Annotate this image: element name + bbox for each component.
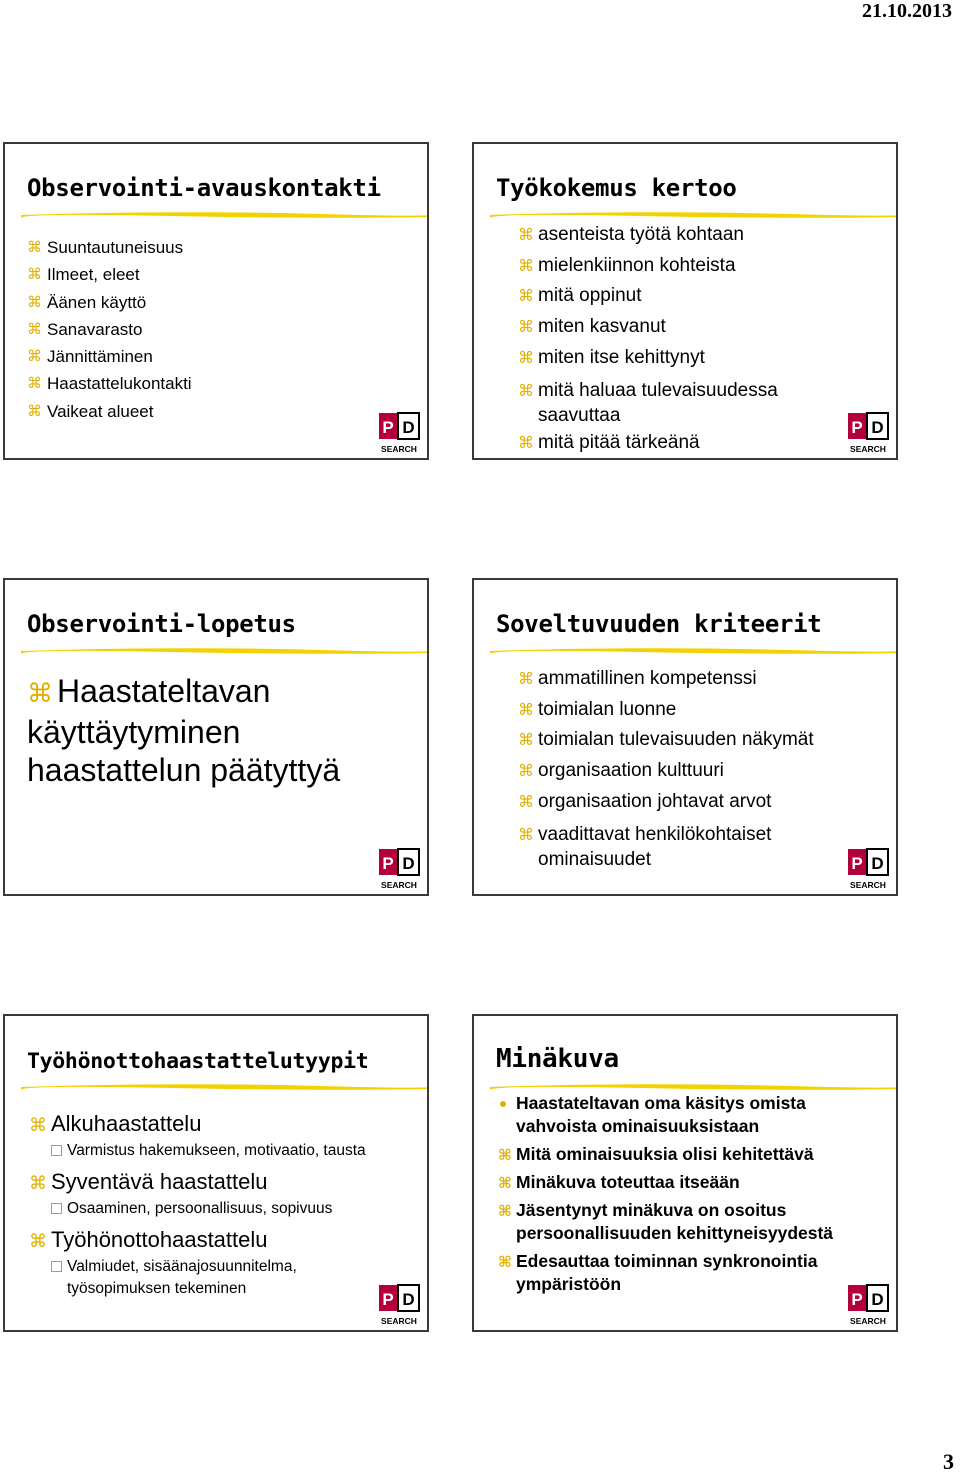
slide-3 xyxy=(3,578,429,896)
bullet-list xyxy=(27,234,192,425)
title-underline xyxy=(21,644,429,656)
list-item: ⌘ Äänen käyttö xyxy=(27,289,192,316)
title-underline xyxy=(21,208,429,220)
bullet-list xyxy=(29,1108,366,1304)
z-bullet-icon: ⌘ xyxy=(518,347,534,367)
title-underline xyxy=(490,1080,898,1092)
pd-search-logo xyxy=(844,1283,892,1327)
dot-bullet-icon xyxy=(500,1101,506,1107)
z-bullet-icon: ⌘ xyxy=(29,1231,47,1252)
slide-2 xyxy=(472,142,898,460)
sub-list-item: Varmistus hakemukseen, motivaatio, tausta xyxy=(29,1140,366,1162)
sub-list-item: Valmiudet, sisäänajosuunnitelma, työsopimuksen tekeminen xyxy=(29,1256,327,1300)
list-item: ⌘ ammatillinen kompetenssi xyxy=(518,664,838,695)
list-item: Haastateltavan oma käsitys omista vahvoista ominaisuuksistaan xyxy=(498,1092,866,1138)
list-item: ⌘ organisaation johtavat arvot xyxy=(518,787,838,818)
z-bullet-icon: ⌘ xyxy=(498,1253,512,1271)
svg-text:SEARCH: SEARCH xyxy=(381,880,417,890)
pd-search-logo xyxy=(844,847,892,891)
svg-text:D: D xyxy=(402,1290,415,1309)
z-bullet-icon: ⌘ xyxy=(518,286,534,306)
svg-text:D: D xyxy=(402,854,415,873)
z-bullet-icon: ⌘ xyxy=(27,238,42,256)
slide-title: Soveltuvuuden kriteerit xyxy=(496,610,822,638)
list-item: ⌘ Suuntautuneisuus xyxy=(27,234,192,261)
slide-title: Observointi-lopetus xyxy=(27,610,296,638)
pd-search-logo xyxy=(844,411,892,455)
slide-1 xyxy=(3,142,429,460)
svg-text:P: P xyxy=(382,1290,394,1309)
page-date: 21.10.2013 xyxy=(862,0,952,22)
list-item: ⌘ Jännittäminen xyxy=(27,343,192,370)
checkbox-bullet-icon xyxy=(51,1203,62,1214)
svg-text:P: P xyxy=(382,418,394,437)
list-item: ⌘ toimialan tulevaisuuden näkymät xyxy=(518,725,838,756)
z-bullet-icon: ⌘ xyxy=(518,824,534,844)
list-item: ⌘ Työhönottohaastattelu xyxy=(29,1224,366,1256)
z-bullet-icon: ⌘ xyxy=(29,1173,47,1194)
title-underline xyxy=(490,644,898,656)
list-item: ⌘ Vaikeat alueet xyxy=(27,398,192,425)
z-bullet-icon: ⌘ xyxy=(27,319,42,338)
list-item: ⌘ Sanavarasto xyxy=(27,316,192,343)
svg-text:D: D xyxy=(871,854,884,873)
z-bullet-icon: ⌘ xyxy=(27,265,42,284)
z-bullet-icon: ⌘ xyxy=(498,1174,512,1192)
list-item: ⌘ mielenkiinnon kohteista xyxy=(518,251,838,282)
page-number: 3 xyxy=(943,1449,954,1474)
slide-4 xyxy=(472,578,898,896)
list-item: ⌘ Alkuhaastattelu xyxy=(29,1108,366,1140)
z-bullet-icon: ⌘ xyxy=(27,401,42,420)
list-item: ⌘ miten kasvanut xyxy=(518,312,838,343)
z-bullet-icon: ⌘ xyxy=(27,679,53,709)
z-bullet-icon: ⌘ xyxy=(518,791,534,811)
z-bullet-icon: ⌘ xyxy=(518,255,534,275)
svg-text:D: D xyxy=(871,418,884,437)
slide-6 xyxy=(472,1014,898,1332)
list-item: ⌘ Mitä ominaisuuksia olisi kehitettävä xyxy=(498,1143,886,1166)
bullet-list xyxy=(498,1092,886,1301)
list-item: ⌘ Jäsentynyt minäkuva on osoitus persoonallisuuden kehittyneisyydestä xyxy=(498,1200,834,1243)
slide-5 xyxy=(3,1014,429,1332)
svg-text:SEARCH: SEARCH xyxy=(850,880,886,890)
svg-text:SEARCH: SEARCH xyxy=(381,444,417,454)
svg-text:SEARCH: SEARCH xyxy=(850,444,886,454)
checkbox-bullet-icon xyxy=(51,1261,62,1272)
list-item: ⌘ toimialan luonne xyxy=(518,695,838,726)
list-item: ⌘ mitä haluaa tulevaisuudessa saavuttaa xyxy=(518,379,778,426)
bullet-list xyxy=(518,664,838,872)
svg-text:SEARCH: SEARCH xyxy=(381,1316,417,1326)
sub-list-item: Osaaminen, persoonallisuus, sopivuus xyxy=(29,1198,366,1220)
svg-text:D: D xyxy=(871,1290,884,1309)
svg-text:P: P xyxy=(851,854,863,873)
slide-title: Työhönottohaastattelutyypit xyxy=(27,1049,369,1074)
list-item: ⌘ asenteista työtä kohtaan xyxy=(518,220,838,251)
list-item: ⌘ Ilmeet, eleet xyxy=(27,261,192,288)
svg-text:SEARCH: SEARCH xyxy=(850,1316,886,1326)
checkbox-bullet-icon xyxy=(51,1145,62,1156)
list-item: ⌘ Syventävä haastattelu xyxy=(29,1166,366,1198)
list-item: ⌘ organisaation kulttuuri xyxy=(518,756,838,787)
list-item: ⌘ mitä oppinut xyxy=(518,281,838,312)
z-bullet-icon: ⌘ xyxy=(518,669,534,688)
list-item: ⌘ Haastateltavan käyttäytyminen haastattelun päätyttyä xyxy=(27,673,341,788)
z-bullet-icon: ⌘ xyxy=(29,1115,47,1136)
svg-text:D: D xyxy=(402,418,415,437)
z-bullet-icon: ⌘ xyxy=(27,374,42,393)
z-bullet-icon: ⌘ xyxy=(27,292,42,311)
z-bullet-icon: ⌘ xyxy=(518,432,534,452)
list-item: ⌘ vaadittavat henkilökohtaiset ominaisuudet xyxy=(518,823,772,870)
z-bullet-icon: ⌘ xyxy=(498,1146,512,1164)
list-item: ⌘ Edesauttaa toiminnan synkronointia ympäristöön xyxy=(498,1251,818,1294)
z-bullet-icon: ⌘ xyxy=(518,730,534,750)
svg-text:P: P xyxy=(851,1290,863,1309)
pd-search-logo xyxy=(375,1283,423,1327)
z-bullet-icon: ⌘ xyxy=(518,317,534,337)
svg-text:P: P xyxy=(851,418,863,437)
slide-title: Observointi-avauskontakti xyxy=(27,174,381,202)
z-bullet-icon: ⌘ xyxy=(518,225,534,244)
slide-title: Minäkuva xyxy=(496,1044,619,1074)
title-underline xyxy=(21,1080,429,1092)
z-bullet-icon: ⌘ xyxy=(518,380,534,400)
pd-search-logo xyxy=(375,847,423,891)
title-underline xyxy=(490,208,898,220)
list-item: ⌘ Haastattelukontakti xyxy=(27,370,192,397)
bullet-list xyxy=(518,220,838,458)
list-item: ⌘ Minäkuva toteuttaa itseään xyxy=(498,1171,886,1194)
svg-text:P: P xyxy=(382,854,394,873)
slide-title: Työkokemus kertoo xyxy=(496,174,737,202)
z-bullet-icon: ⌘ xyxy=(27,347,42,366)
list-item: ⌘ mitä pitää tärkeänä xyxy=(518,428,838,459)
bullet-list xyxy=(27,672,357,789)
pd-search-logo xyxy=(375,411,423,455)
z-bullet-icon: ⌘ xyxy=(518,699,534,719)
z-bullet-icon: ⌘ xyxy=(498,1202,512,1220)
list-item: ⌘ miten itse kehittynyt xyxy=(518,343,838,374)
z-bullet-icon: ⌘ xyxy=(518,761,534,781)
